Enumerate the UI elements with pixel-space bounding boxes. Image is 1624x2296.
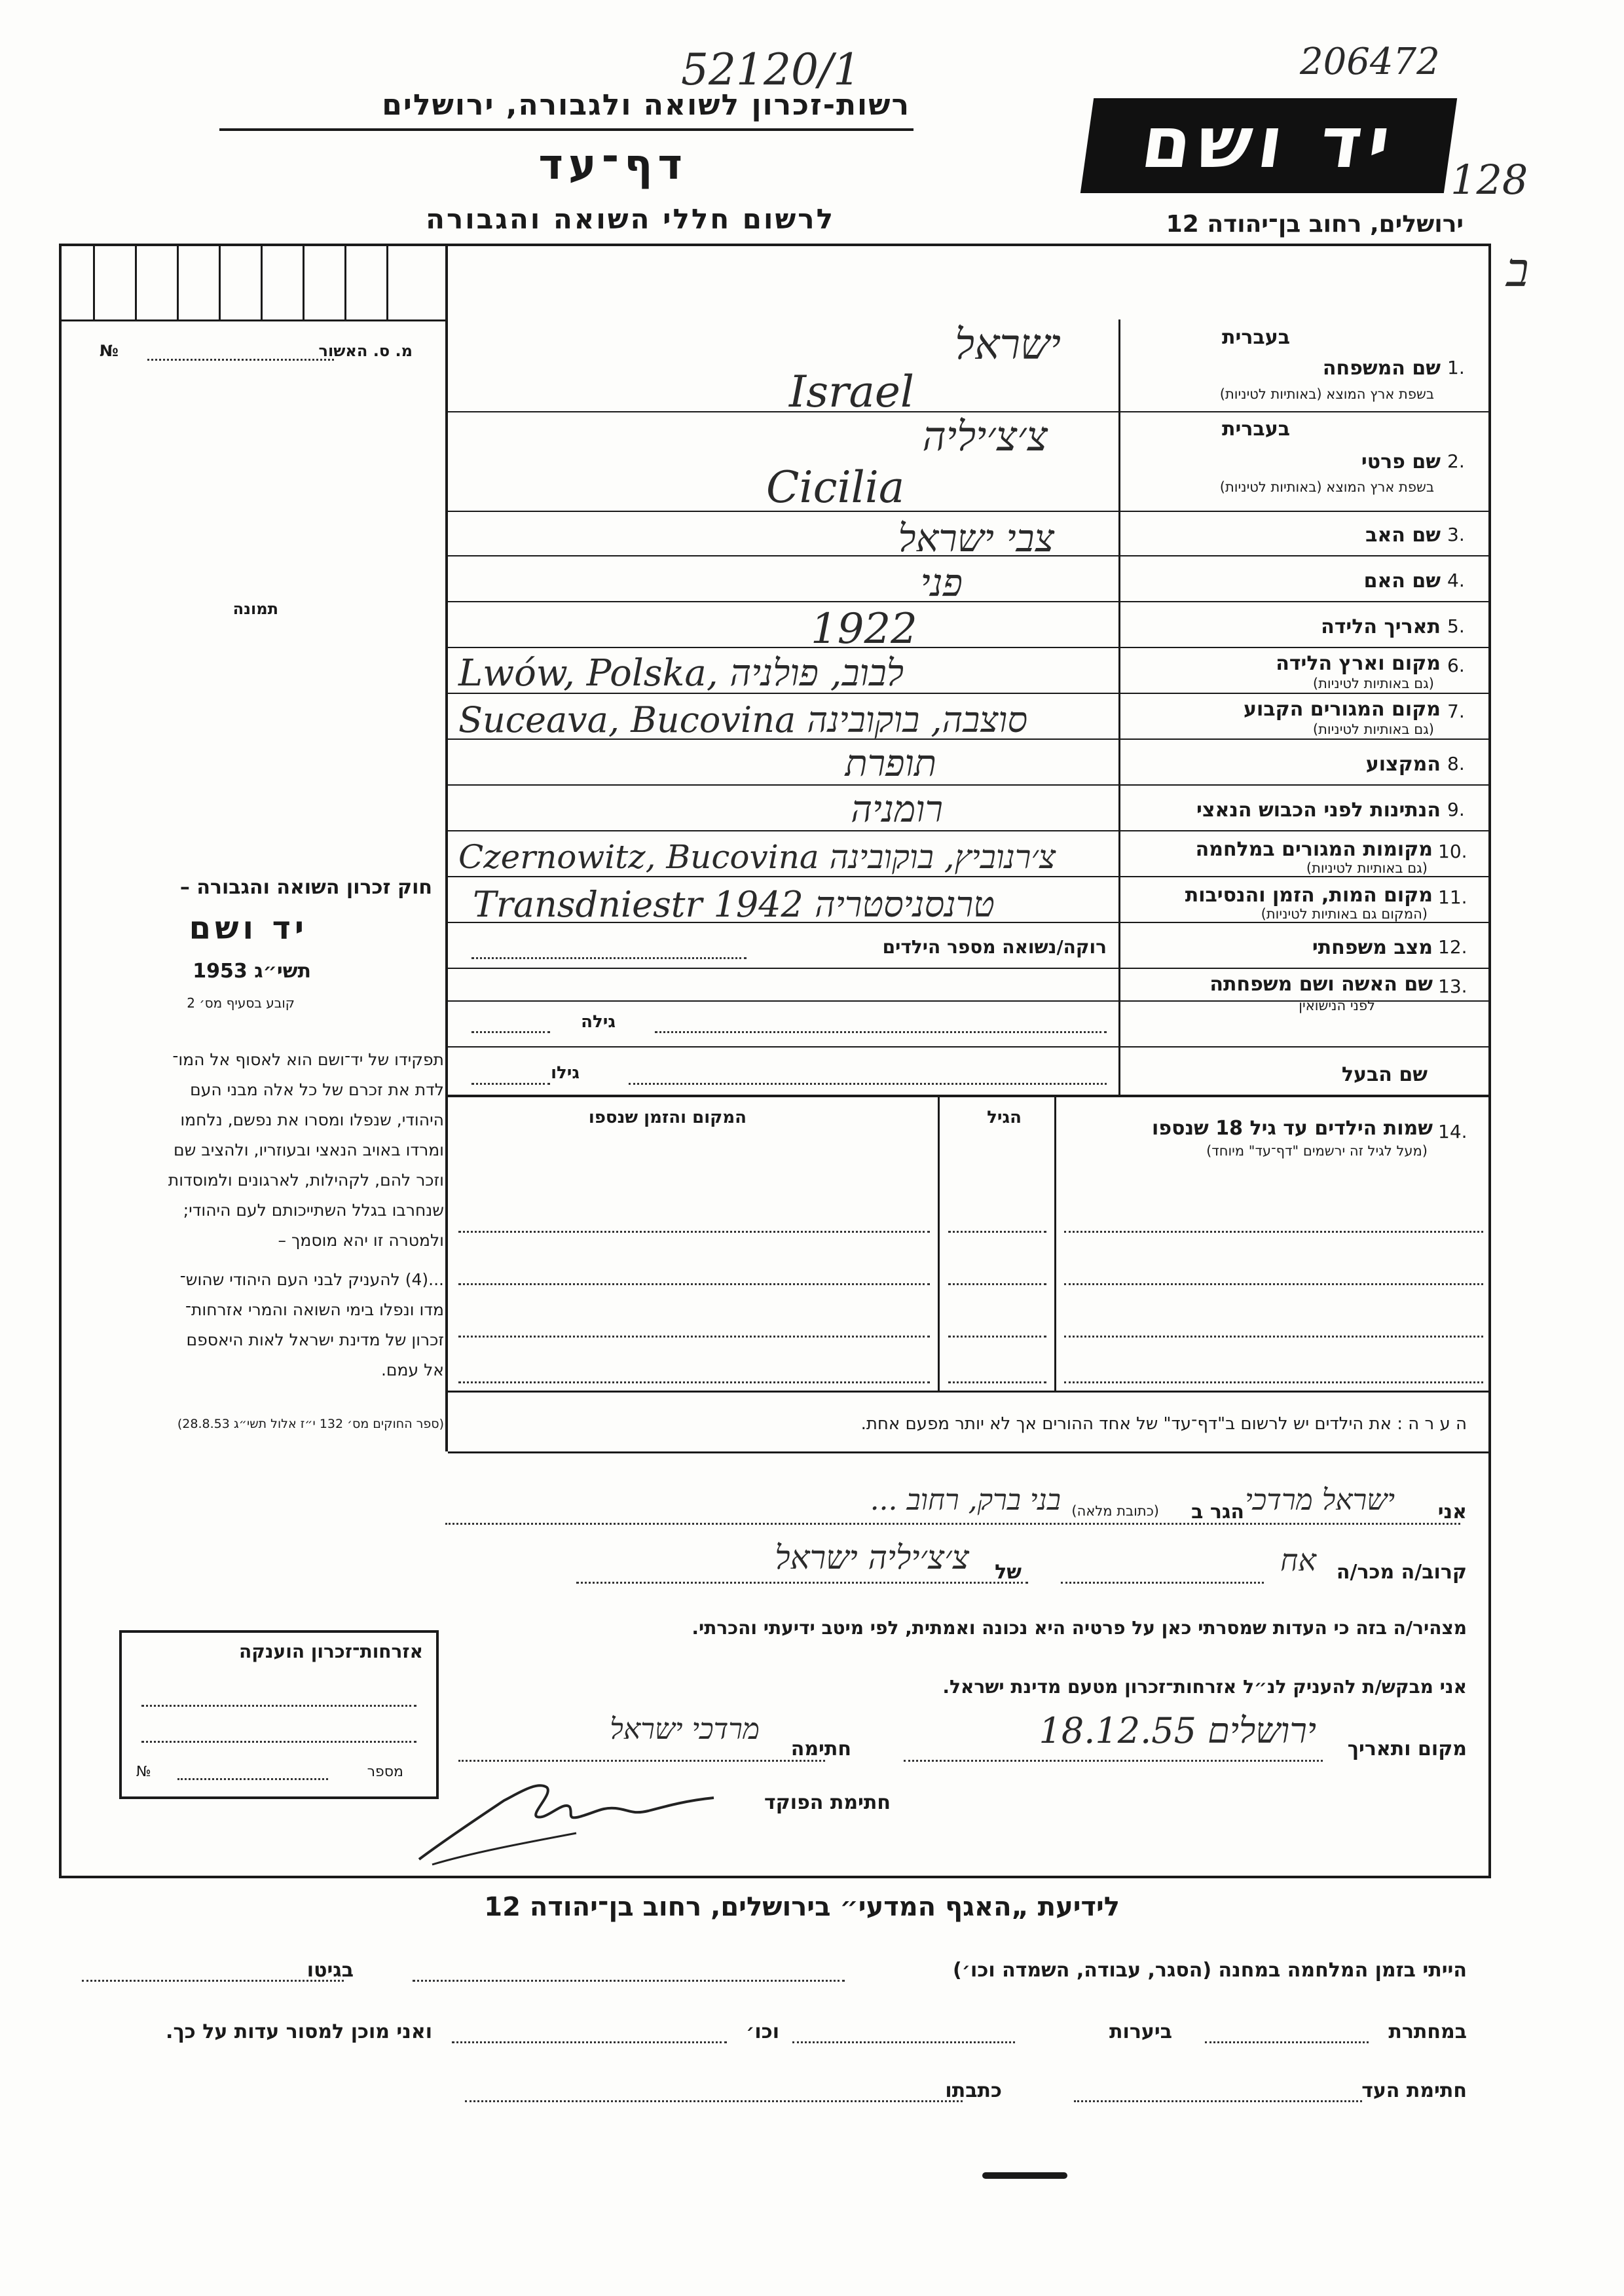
logo-text: יד ושם [1136, 102, 1402, 184]
footer-title: לידיעת „האגף המדעי״ בירושלים, רחוב בן־יהודה 12 [484, 1892, 1120, 1922]
law-line: היהודי, שנפלו ומסרו את נפשם, נלחמו [180, 1110, 444, 1129]
field-3-label: שם האב [1365, 524, 1441, 547]
field-13-age: גילה [581, 1012, 616, 1032]
decl-of-name: צ׳צ׳יליה ישראל [775, 1539, 969, 1576]
field-1-value-latin: Israel [789, 367, 915, 417]
footer-line1-a: הייתי בזמן המלחמה במחנה (הסגר, עבודה, השמדה וכו׳) [953, 1959, 1467, 1982]
decl-resides-sub: (כתובת מלאה) [1071, 1503, 1159, 1519]
law-clause: קובע בסעיף מס׳ 2 [187, 995, 295, 1011]
field-7-sub: (גם באותיות לטיניות) [1312, 721, 1434, 737]
field-6-value: Lwów, Polska, לבוב, פולניה [458, 652, 904, 695]
footer-line3-b: כתבתו [945, 2079, 1002, 2102]
address: ירושלים, רחוב בן־יהודה 12 [1166, 211, 1464, 238]
children-col-place: המקום והזמן שנספו [588, 1108, 747, 1127]
field-11-number: 11. [1438, 886, 1467, 908]
field-1-sub: בשפת ארץ המוצא (באותיות לטיניות) [1219, 386, 1434, 402]
field-4-number: 4. [1447, 570, 1465, 591]
officer-signature [406, 1755, 733, 1872]
page-title: דף־עד [538, 141, 688, 189]
footer-line2-b: ביערות [1109, 2020, 1172, 2043]
field-13-label: שם האשה ושם משפחתה [1209, 973, 1433, 996]
field-9-label: הנתינות לפני הכבוש הנאצי [1196, 799, 1441, 822]
corner-mark: ב [1506, 242, 1529, 297]
field-2-hebrew-tag: בעברית [1222, 418, 1290, 441]
field-1-number: 1. [1447, 357, 1465, 378]
field-5-label: תאריך הלידה [1321, 615, 1441, 638]
field-8-value: תופרת [845, 742, 936, 785]
field-5-number: 5. [1447, 615, 1465, 637]
officer-signature-stroke [419, 1785, 714, 1859]
field-11-value: Transdniestr 1942 טרנסניסטריה [473, 884, 995, 925]
husband-age: גילו [551, 1063, 580, 1083]
field-7-number: 7. [1447, 701, 1465, 722]
citizenship-number: מספר [367, 1764, 403, 1780]
decl-resides: הגר ב [1191, 1501, 1244, 1523]
decl-statement: מצהיר/ה בזה כי העדות שמסרתי כאן על פרטיה היא נכונה ואמתית, לפי מיטב ידיעתי והכרתי. [692, 1617, 1467, 1639]
photo-label: תמונה [232, 600, 278, 618]
decl-signature: מרדכי ישראל [610, 1713, 760, 1746]
field-13-sub: לפני הנישואין [1299, 998, 1375, 1013]
law-title: חוק זכרון השואה והגבורה – [179, 876, 432, 899]
citizenship-box [119, 1630, 439, 1799]
field-2-label: שם פרטי [1361, 450, 1441, 473]
authority-title: רשות-זכרון לשואה ולגבורה, ירושלים [382, 88, 910, 122]
field-10-value: Czernowitz, Bucovina צ׳רנוביץ, בוקובינה [458, 838, 1056, 876]
law-line: ...(4) להעניק לבני העם היהודי שהוש־ [179, 1270, 444, 1289]
field-8-number: 8. [1447, 753, 1465, 774]
field-13-number: 13. [1438, 975, 1467, 997]
field-10-label: מקומות המגורים במלחמה [1195, 838, 1433, 861]
field-9-value: רומניה [851, 788, 943, 831]
children-col-age: הגיל [987, 1108, 1022, 1127]
scan-mark [982, 2172, 1067, 2179]
citizenship-no: № [136, 1764, 151, 1780]
field-2-number: 2. [1447, 450, 1465, 472]
decl-request: אני מבקש/ת להעניק לנ״ל אזרחות־זכרון מטעם מדינת ישראל. [942, 1676, 1467, 1698]
field-6-label: מקום וארץ הלידה [1276, 652, 1441, 675]
decl-relative: קרוב/ה מכר/ה [1336, 1561, 1467, 1584]
field-12-number: 12. [1438, 936, 1467, 958]
law-text-1 [168, 1045, 444, 1256]
field-6-number: 6. [1447, 655, 1465, 676]
field-5-value: 1922 [811, 605, 917, 653]
field-11-label: מקום המות, הזמן והנסיבות [1185, 884, 1433, 907]
husband-label: שם הבעל [1341, 1063, 1428, 1086]
citizenship-title: אזרחות־זכרון הוענקה [239, 1641, 423, 1662]
children-number: 14. [1438, 1121, 1467, 1142]
field-8-label: המקצוע [1365, 753, 1441, 776]
law-text-2 [180, 1265, 444, 1385]
officer-label: חתימת הפוקד [764, 1791, 891, 1814]
law-line: זכרון של מדינת ישראל לאות היאספם [186, 1330, 444, 1349]
law-line: תפקידו של יד־ושם הוא לאסוף אל המו־ [172, 1050, 444, 1069]
field-9-number: 9. [1447, 799, 1465, 820]
decl-name: ישראל מרדכי [1245, 1484, 1395, 1517]
footer-line3-a: חתימת העד [1361, 2079, 1467, 2102]
field-7-value: Suceava, Bucovina סוצבה, בוקובינה [458, 699, 1028, 740]
field-2-value-he: צ׳צ׳יליה [922, 412, 1048, 460]
law-line: ולמטרה זו יהא מוסמך – [278, 1231, 444, 1250]
field-1-hebrew-tag: בעברית [1222, 326, 1290, 349]
children-note: ה ע ר ה : את הילדים יש לרשום ב"דף־עד" של אחד ההורים אך לא יותר מפעם אחת. [860, 1414, 1467, 1434]
field-1-value-he: ישראל [955, 321, 1061, 369]
decl-of: של [995, 1561, 1022, 1584]
decl-ani: אני [1437, 1501, 1467, 1523]
field-10-number: 10. [1438, 841, 1467, 862]
children-label: שמות הילדים עד גיל 18 שנספו [1152, 1117, 1433, 1140]
law-reference: (ספר החוקים מס׳ 132 י״ז אלול תשי״ג 28.8.53) [177, 1417, 444, 1431]
field-11-sub: (המקום גם באותיות לטיניות) [1261, 906, 1428, 922]
law-line: שנחרבו בגלל השתייכותם לעם היהודי; [183, 1201, 444, 1220]
field-12-label: מצב משפחתי [1312, 936, 1433, 959]
approval-label: מ. ס. האשור [318, 342, 413, 360]
approval-no: № [100, 342, 119, 360]
footer-line2-d: ואני מוכן למסור עדות על כך. [166, 2020, 432, 2043]
law-year: תשי״ג 1953 [193, 960, 311, 983]
law-line: לדת את זכרם של כל אלה מבני העם [190, 1080, 444, 1099]
field-2-value-latin: Cicilia [766, 462, 905, 513]
law-line: וזכר להם, לקהילות, לארגונים ולמוסדות [168, 1171, 444, 1190]
field-3-value: צבי ישראל [898, 516, 1054, 560]
decl-place-date: ירושלים 18.12.55 [1039, 1710, 1316, 1751]
field-4-value: פני [920, 560, 963, 605]
archive-number: 52120/1 [681, 45, 861, 95]
authority-underline [219, 128, 913, 131]
footer-line2-a: במחתרת [1388, 2020, 1467, 2043]
decl-address: בני ברק, רחוב ... [870, 1484, 1061, 1517]
field-6-sub: (גם באותיות לטיניות) [1312, 676, 1434, 691]
decl-place-date-label: מקום ותאריך [1347, 1738, 1467, 1760]
decl-relation: אח [1280, 1542, 1316, 1578]
law-line: ומרדו באויב הנאצי ובעוזריו, ולהציב שם [174, 1140, 444, 1159]
archive-number-right: 206472 [1300, 41, 1440, 83]
field-10-sub: (גם באותיות לטיניות) [1306, 860, 1428, 876]
field-12-value: רוקה/נשואה מספר הילדים [882, 936, 1107, 958]
decl-signature-label: חתימה [790, 1738, 851, 1760]
field-3-number: 3. [1447, 524, 1465, 545]
page-subtitle: לרשום חללי השואה והגבורה [426, 203, 835, 235]
field-1-label: שם המשפחה [1322, 357, 1441, 380]
law-name: יד ושם [189, 910, 308, 947]
page-mark: 128 [1450, 156, 1528, 204]
law-line: אל עמם. [380, 1360, 444, 1379]
field-7-label: מקום המגורים הקבוע [1244, 698, 1441, 721]
children-sub: (מעל לגיל זה ירשמים "דף־עד" מיוחד) [1206, 1143, 1428, 1159]
yad-vashem-logo [1080, 98, 1457, 193]
law-line: מדו ונפלו בימי השואה והמרי אזרחות־ [185, 1300, 444, 1319]
field-2-sub: בשפת ארץ המוצא (באותיות לטיניות) [1219, 479, 1434, 495]
officer-signature-loop [432, 1833, 576, 1865]
footer-line2-c: וכו׳ [746, 2020, 779, 2043]
footer-line1-b: בגיטו [306, 1959, 354, 1982]
field-4-label: שם האם [1363, 570, 1441, 592]
